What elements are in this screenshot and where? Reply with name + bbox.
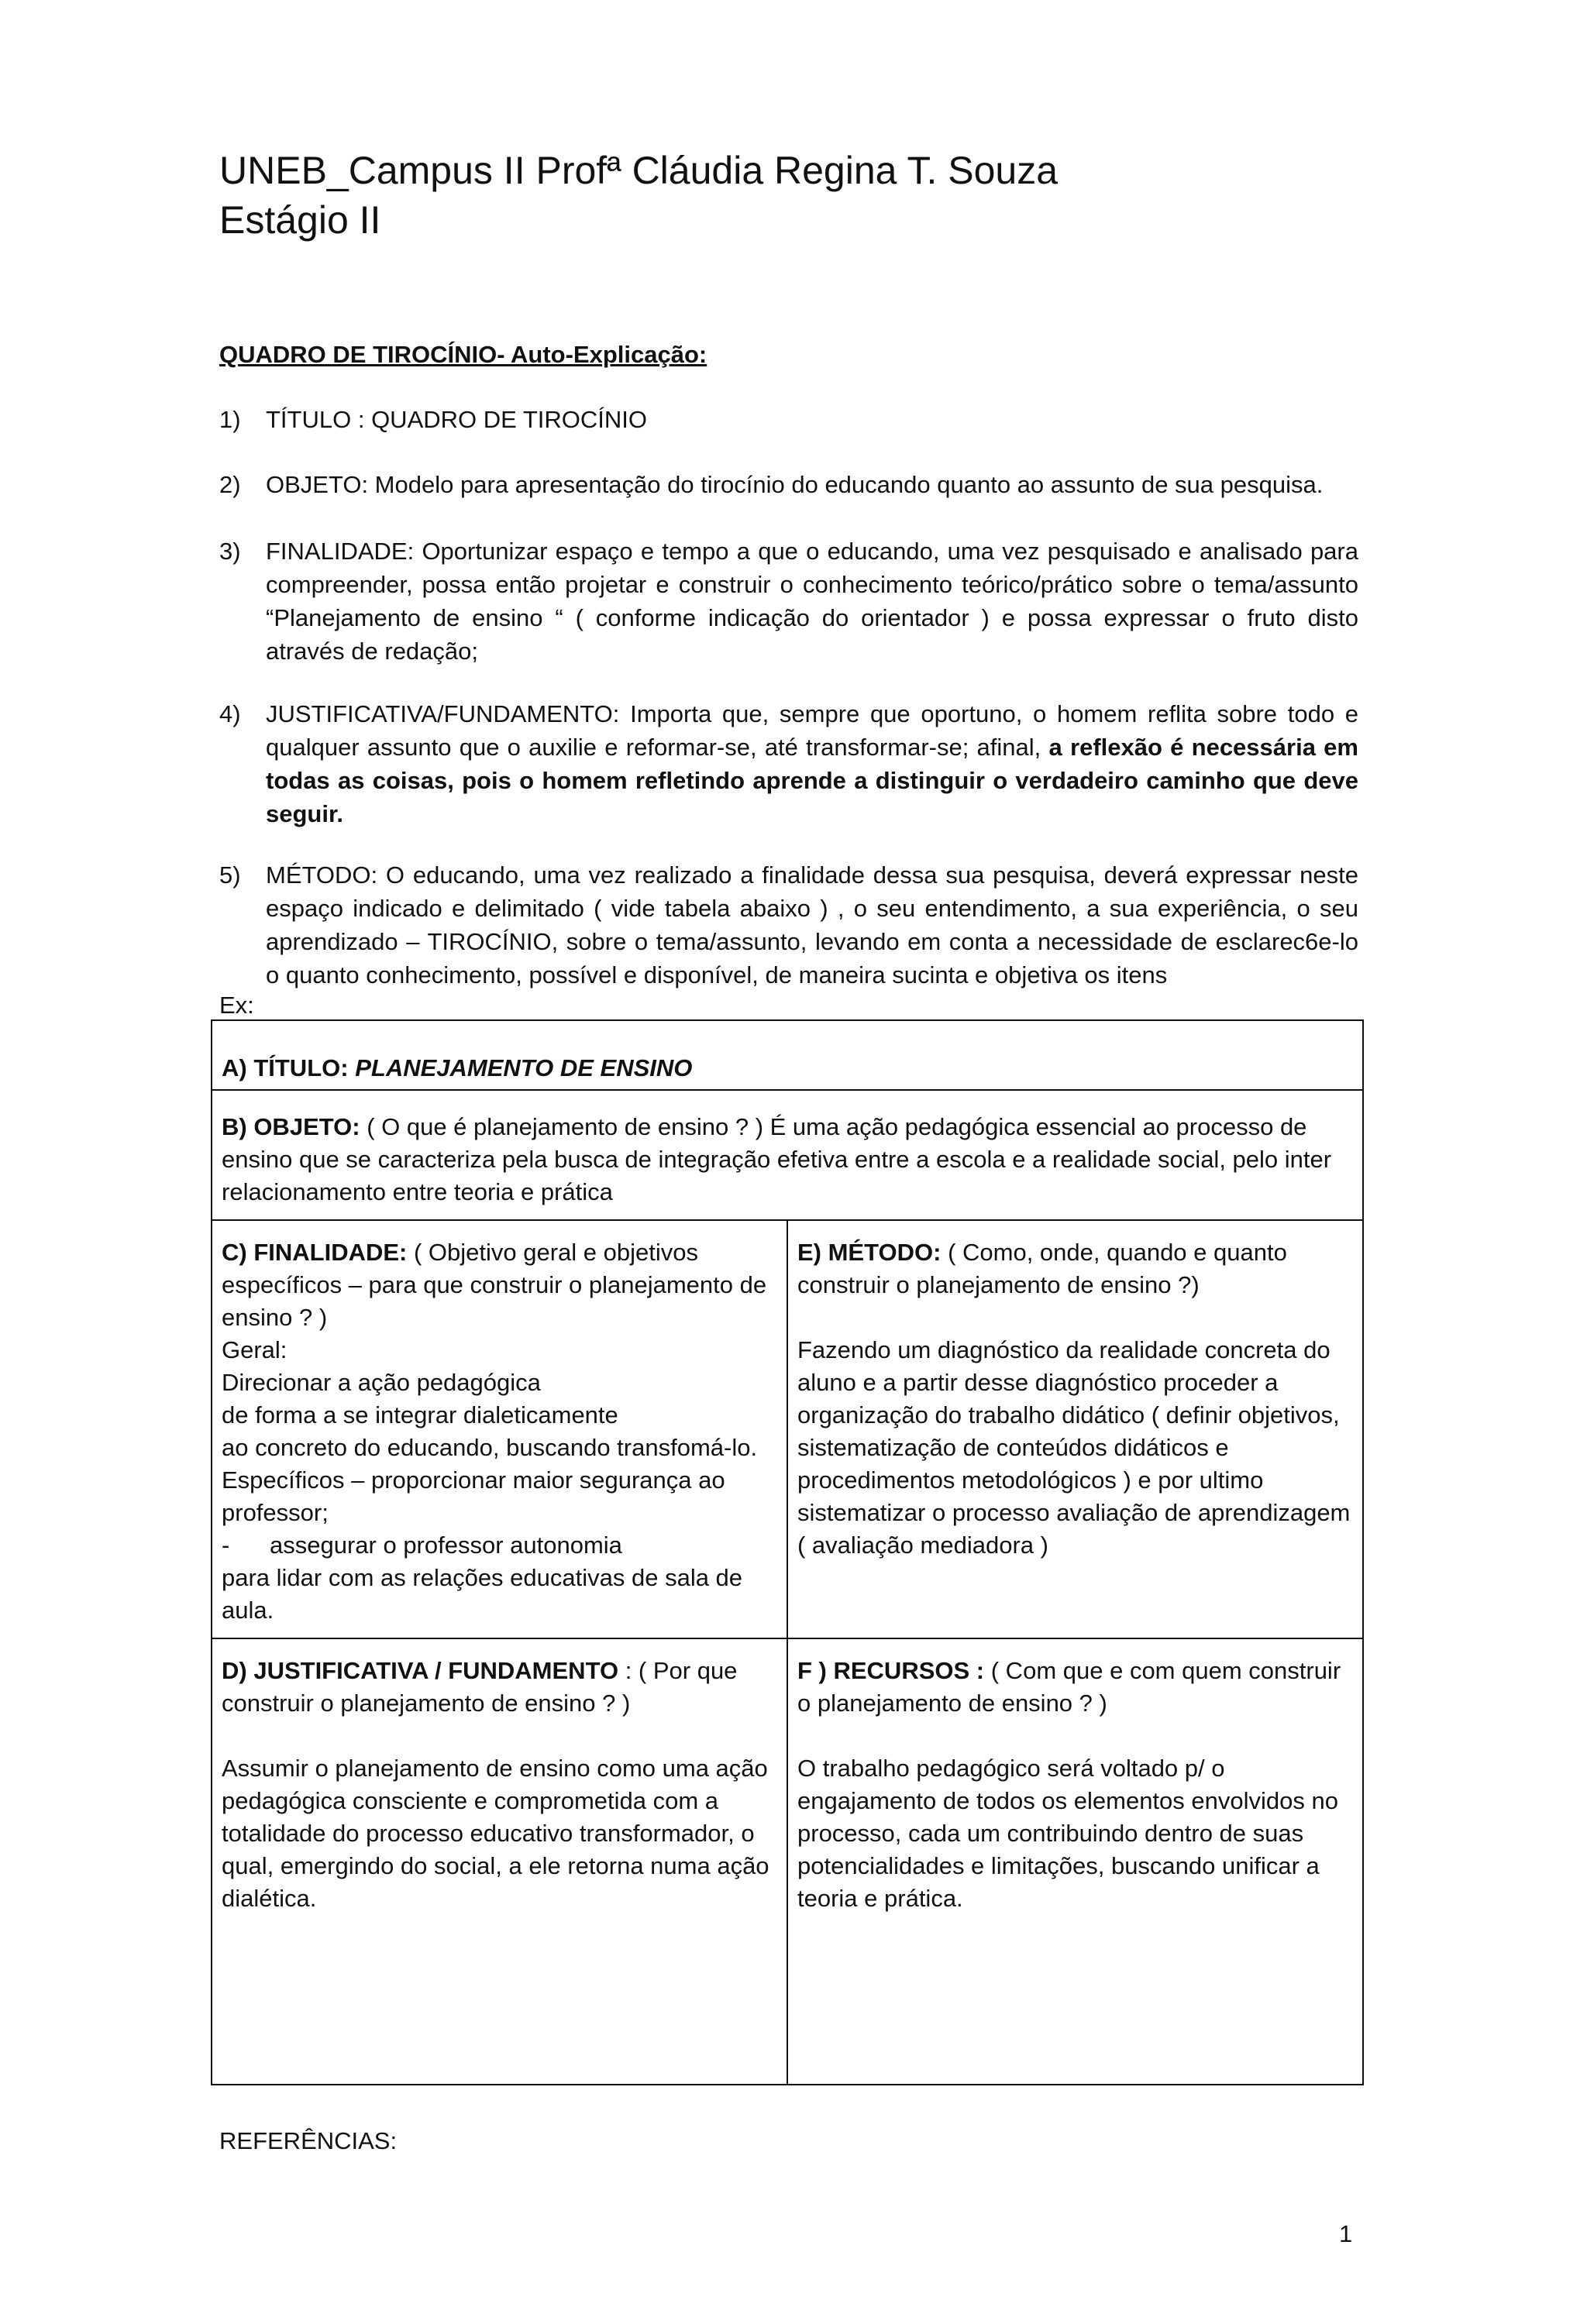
spacer [797,1301,1355,1334]
header-line-2: Estágio II [219,198,381,242]
item-number: 3) [219,538,241,565]
item-number: 2) [219,471,241,498]
item-text: OBJETO: Modelo para apresentação do tirocínio do educando quanto ao assunto de sua pesquisa. [266,471,1324,498]
justificativa-text: Assumir o planejamento de ensino como uma ação pedagógica consciente e comprometida com a totalidade do processo educativo transformador, o qual, emergindo do social, a ele retorna numa ação dialética. [222,1755,769,1912]
recursos-label: F ) RECURSOS : [797,1657,985,1684]
cell-justificativa [212,1638,787,2085]
metodo-label: E) MÉTODO: [797,1239,942,1266]
finalidade-line: de forma a se integrar dialeticamente [222,1401,618,1428]
table-row [212,1220,1363,1638]
finalidade-question: ( Objetivo geral e objetivos específicos – para que construir o planejamento de ensino ? ) [222,1239,767,1331]
list-item-5 [219,858,1358,992]
item-text: FINALIDADE: Oportunizar espaço e tempo a que o educando, uma vez pesquisado e analisado para compreender, possa então projetar e construir o conhecimento teórico/prático sobre o tema/assunto “Planejamento de ensino “ ( conforme indicação do orientador ) e possa expressar o fruto disto através de redação; [266,538,1358,665]
finalidade-line: para lidar com as relações educativas de sala de aula. [222,1564,743,1624]
recursos-text: O trabalho pedagógico será voltado p/ o engajamento de todos os elementos envolvidos no processo, cada um contribuindo dentro de suas potencialidades e limitações, buscando unificar a teoria e prática. [797,1755,1338,1912]
justificativa-question: : ( Por que construir o planejamento de ensino ? ) [222,1657,738,1717]
item-number: 1) [219,406,241,433]
cell-finalidade [212,1220,787,1638]
metodo-question: ( Como, onde, quando e quanto construir o planejamento de ensino ?) [797,1239,1287,1298]
table-row [212,1020,1363,1090]
finalidade-line: Geral: [222,1336,287,1363]
list-item-3 [219,535,1358,668]
finalidade-line: - assegurar o professor autonomia [222,1532,622,1559]
item-text: TÍTULO : QUADRO DE TIROCÍNIO [266,406,648,433]
titulo-value: PLANEJAMENTO DE ENSINO [355,1054,693,1081]
metodo-text: Fazendo um diagnóstico da realidade concreta do aluno e a partir desse diagnóstico proceder a organização do trabalho didático ( definir objetivos, sistematização de conteúdos didáticos e procedimentos metodológicos ) e por ultimo sistematizar o processo avaliação de aprendizagem ( avaliação mediadora ) [797,1336,1351,1559]
list-item-4 [219,697,1358,830]
item-text-wrapper [266,697,1358,830]
table-row [212,1638,1363,2085]
cell-objeto [212,1090,1363,1220]
cell-titulo [212,1020,1363,1090]
spacer [797,1720,1355,1752]
table-row [212,1090,1363,1220]
item-number: 5) [219,861,241,889]
finalidade-line: ao concreto do educando, buscando transfomá-lo. [222,1434,758,1461]
item-number: 4) [219,700,241,727]
item-text: JUSTIFICATIVA/FUNDAMENTO: Importa que, sempre que oportuno, o homem reflita sobre todo e qualquer assunto que o auxilie e reformar-se, até transformar-se; afinal, [266,700,1358,761]
titulo-label: A) TÍTULO: [222,1054,349,1081]
list-item-2 [219,468,1358,501]
header-line-1: UNEB_Campus II Profª Cláudia Regina T. Souza [219,149,1059,192]
objeto-label: B) OBJETO: [222,1113,360,1140]
item-bold-text: a reflexão é necessária em todas as coisas, pois o homem refletindo aprende a distinguir o verdadeiro caminho que deve seguir. [266,734,1358,827]
section-title: QUADRO DE TIROCÍNIO- Auto-Explicação: [219,341,707,368]
justificativa-label: D) JUSTIFICATIVA / FUNDAMENTO [222,1657,619,1684]
cell-metodo [787,1220,1363,1638]
page-number: 1 [1339,2220,1353,2247]
page-header [219,146,1058,245]
finalidade-label: C) FINALIDADE: [222,1239,408,1266]
objeto-text: ( O que é planejamento de ensino ? ) É uma ação pedagógica essencial ao processo de ensino que se caracteriza pela busca de integração efetiva entre a escola e a realidade social, pelo inter relacionamento entre teoria e prática [222,1113,1332,1205]
cell-recursos [787,1638,1363,2085]
recursos-question: ( Com que e com quem construir o planejamento de ensino ? ) [797,1657,1341,1717]
list-item-1 [219,403,1358,436]
tirocinio-table [211,1019,1364,2085]
finalidade-line: Direcionar a ação pedagógica [222,1369,541,1396]
spacer [222,1720,779,1752]
references-label: REFERÊNCIAS: [219,2127,398,2154]
example-label: Ex: [219,992,254,1019]
finalidade-line: Específicos – proporcionar maior segurança ao professor; [222,1466,725,1526]
item-text: MÉTODO: O educando, uma vez realizado a finalidade dessa sua pesquisa, deverá expressar neste espaço indicado e delimitado ( vide tabela abaixo ) , o seu entendimento, a sua experiência, o seu aprendizado – TIROCÍNIO, sobre o tema/assunto, levando em conta a necessidade de esclarec6e-lo o quanto conhecimento, possível e disponível, de maneira sucinta e objetiva os itens [266,861,1358,988]
